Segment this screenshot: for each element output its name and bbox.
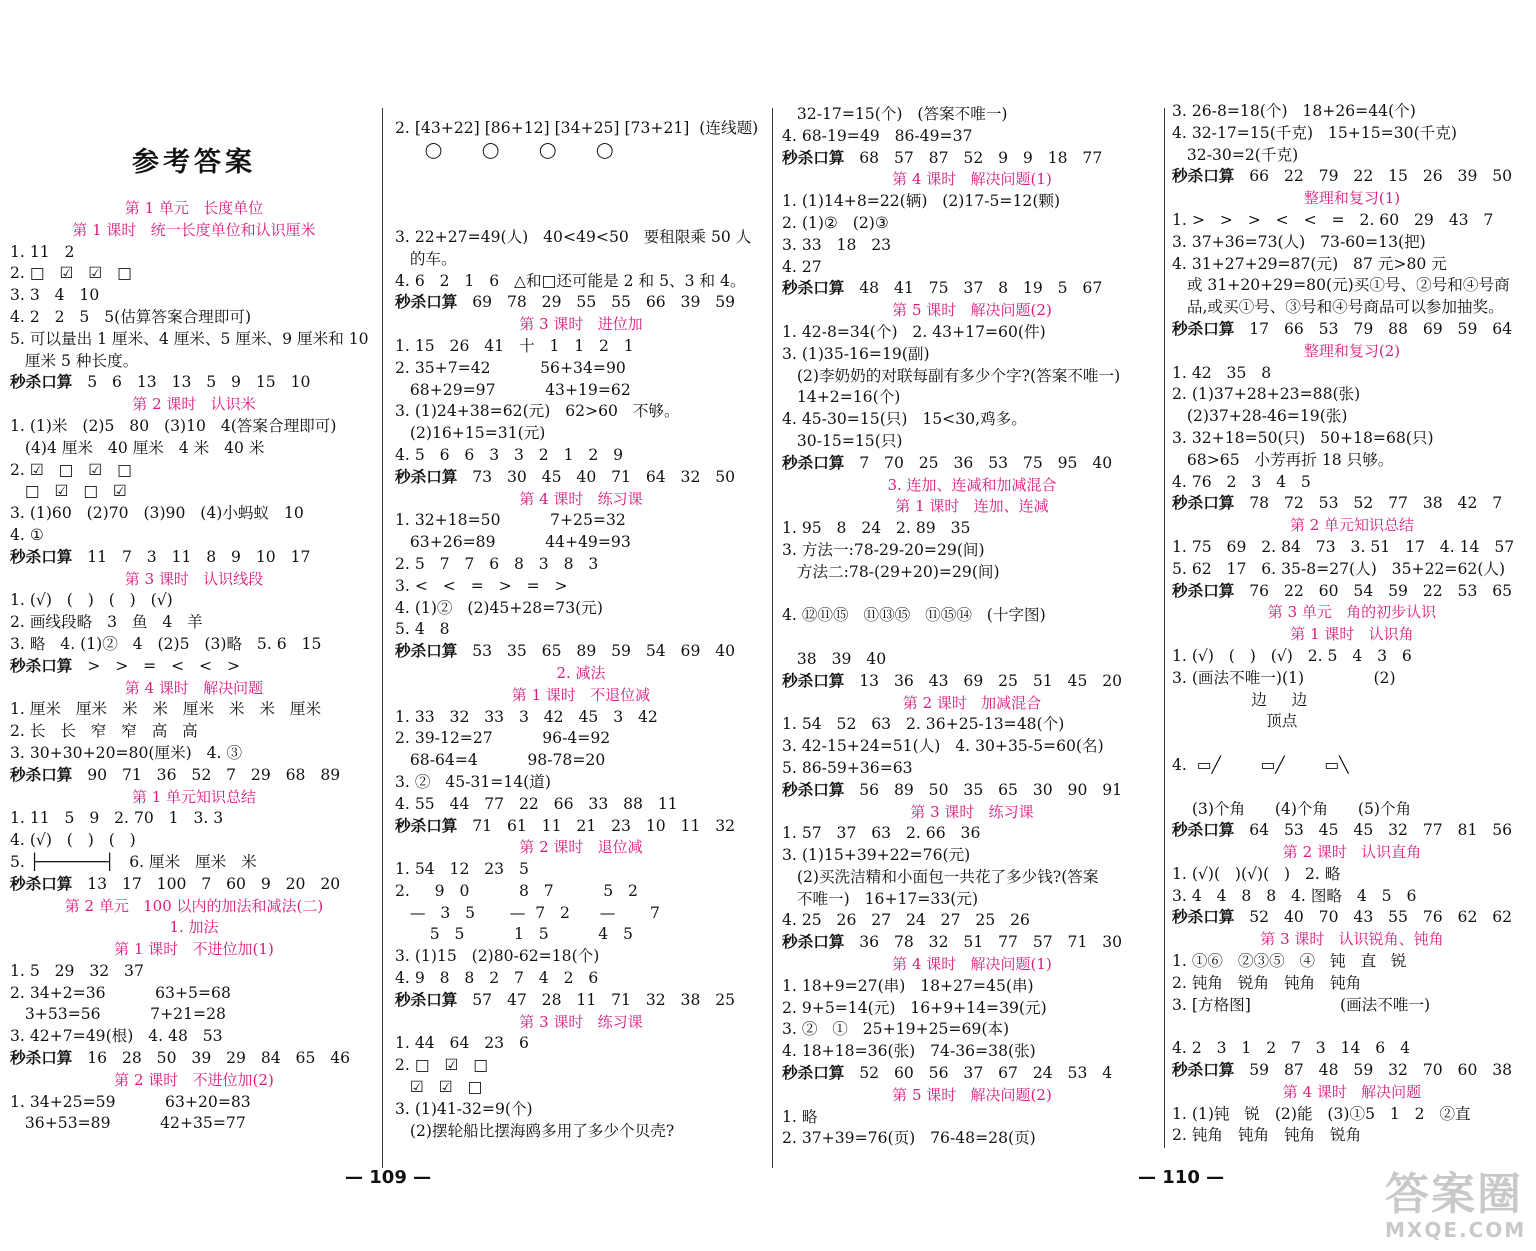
quick-calc-values: 71 61 11 21 23 10 11 32 bbox=[457, 816, 736, 835]
answer-line: 68>65 小芳再折 18 只够。 bbox=[1172, 450, 1394, 469]
answer-line: 3. (1)24+38=62(元) 62>60 不够。 bbox=[395, 402, 680, 421]
section-heading: 第 5 课时 解决问题(2) bbox=[892, 301, 1052, 320]
answer-line: 3. < < = > = > bbox=[395, 576, 568, 595]
quick-calc-values: 17 66 53 79 88 69 59 64 bbox=[1234, 319, 1513, 338]
section-heading: 2. 减法 bbox=[556, 663, 606, 682]
answer-line: 3. ② ① 25+19+25=69(本) bbox=[782, 1020, 1010, 1039]
answer-line: 2. 34+2=36 63+5=68 bbox=[10, 983, 231, 1002]
answer-line: 5. ├───────┤ 6. 厘米 厘米 米 bbox=[10, 852, 257, 871]
quick-calc-row bbox=[782, 148, 1162, 170]
quick-calc-values: 68 57 87 52 9 9 18 77 bbox=[844, 148, 1103, 167]
quick-calc-row bbox=[10, 1048, 378, 1070]
answer-line: 3. 37+36=73(人) 73-60=13(把) bbox=[1172, 232, 1426, 251]
answer-line: 1. (√) ( ) ( ) (√) bbox=[10, 591, 173, 610]
answer-line: 2. [43+22] [86+12] [34+25] [73+21] (连线题) bbox=[395, 119, 759, 137]
quick-calc-values: 48 41 75 37 8 19 5 67 bbox=[844, 279, 1103, 298]
answer-line: 1. 34+25=59 63+20=83 bbox=[10, 1092, 251, 1111]
quick-calc-row bbox=[10, 547, 378, 569]
answer-line bbox=[1172, 733, 1532, 755]
section-heading: 第 3 课时 练习课 bbox=[519, 1012, 643, 1031]
answer-line bbox=[395, 205, 767, 227]
quick-calc-values: 36 78 32 51 77 57 71 30 bbox=[844, 933, 1123, 952]
answer-line: 2. 9 0 8 7 5 2 bbox=[395, 881, 638, 900]
quick-calc-values: 56 89 50 35 65 30 90 91 bbox=[844, 780, 1123, 799]
answer-line: 2. 35+7=42 56+34=90 bbox=[395, 358, 626, 377]
section-heading: 第 2 课时 加减混合 bbox=[902, 693, 1042, 712]
quick-calc-values: 52 60 56 37 67 24 53 4 bbox=[844, 1064, 1113, 1083]
quick-calc-row bbox=[782, 278, 1162, 300]
quick-calc-row bbox=[1172, 907, 1532, 929]
answer-line: ☑ ☑ □ bbox=[395, 1078, 483, 1097]
answer-line: 4. 6 2 1 6 △和□还可能是 2 和 5、3 和 4。 bbox=[395, 271, 746, 290]
answer-line: 2. 钝角 锐角 钝角 钝角 bbox=[1172, 973, 1362, 992]
quick-calc-row bbox=[782, 671, 1162, 693]
section-heading: 第 2 课时 认识直角 bbox=[1282, 843, 1422, 862]
answer-line: 1. 略 bbox=[782, 1107, 818, 1126]
answer-line: 5. 62 17 6. 35-8=27(人) 35+22=62(人) bbox=[1172, 559, 1506, 578]
answer-line bbox=[782, 584, 1162, 606]
quick-calc-values: 64 53 45 45 32 77 81 56 bbox=[1234, 821, 1513, 840]
answer-line: 1. 11 2 bbox=[10, 242, 75, 261]
answer-line: 2. 37+39=76(页) 76-48=28(页) bbox=[782, 1129, 1036, 1148]
quick-calc-values: 76 22 60 54 59 22 53 65 bbox=[1234, 581, 1513, 600]
section-heading: 第 1 课时 统一长度单位和认识厘米 bbox=[72, 220, 316, 239]
answer-line: 4. 68-19=49 86-49=37 bbox=[782, 126, 973, 145]
answer-line: 4. (1)② (2)45+28=73(元) bbox=[395, 598, 603, 617]
answer-line: 1. (1)钝 锐 (2)能 (3)①5 1 2 ②直 bbox=[1172, 1104, 1471, 1123]
quick-calc-label: 秒杀口算 bbox=[395, 293, 458, 312]
answer-line: 1. 18+9=27(串) 18+27=45(串) bbox=[782, 976, 1034, 995]
quick-calc-row bbox=[395, 292, 767, 314]
section-heading: 第 1 单元 长度单位 bbox=[124, 199, 264, 217]
answer-line: 1. 95 8 24 2. 89 35 bbox=[782, 519, 971, 538]
section-heading: 第 4 课时 解决问题(1) bbox=[892, 170, 1052, 189]
answer-line: 32-17=15(个) (答案不唯一) bbox=[782, 105, 1008, 123]
answer-line: 4. 5 6 6 3 3 2 1 2 9 bbox=[395, 445, 624, 464]
answer-line: 2. (1)37+28+23=88(张) bbox=[1172, 385, 1361, 404]
quick-calc-label: 秒杀口算 bbox=[1172, 908, 1235, 927]
answer-line bbox=[1172, 1016, 1532, 1038]
section-heading: 3. 连加、连减和加减混合 bbox=[887, 475, 1057, 494]
section-heading: 第 2 课时 不进位加(2) bbox=[114, 1070, 274, 1089]
section-heading: 第 3 课时 认识线段 bbox=[124, 569, 264, 588]
answer-line: 3. 22+27=49(人) 40<49<50 要租限乘 50 人 bbox=[395, 227, 752, 246]
quick-calc-values: 69 78 29 55 55 66 39 59 bbox=[457, 293, 736, 312]
answer-column-4 bbox=[1172, 101, 1532, 1147]
quick-calc-row bbox=[10, 656, 378, 678]
answer-line: 3. (1)15 (2)80-62=18(个) bbox=[395, 947, 600, 966]
answer-line: 1. (√) ( ) (√) 2. 5 4 3 6 bbox=[1172, 646, 1412, 665]
quick-calc-row bbox=[395, 467, 767, 489]
answer-line: 3. 42+7=49(根) 4. 48 53 bbox=[10, 1027, 223, 1046]
answer-line: 3. 4 4 8 8 4. 图略 4 5 6 bbox=[1172, 886, 1417, 905]
answer-line: 3. (1)60 (2)70 (3)90 (4)小蚂蚁 10 bbox=[10, 504, 304, 523]
answer-line: 2. □ ☑ □ bbox=[395, 1056, 489, 1075]
answer-line: 68-64=4 98-78=20 bbox=[395, 751, 606, 770]
column-divider bbox=[1164, 108, 1165, 1148]
section-heading: 第 5 课时 解决问题(2) bbox=[892, 1085, 1052, 1104]
section-heading: 第 3 课时 练习课 bbox=[910, 802, 1034, 821]
answer-line: 1. 57 37 63 2. 66 36 bbox=[782, 824, 981, 843]
answer-line: 2. 长 长 窄 窄 高 高 bbox=[10, 722, 198, 741]
answer-line: 1. 42 35 8 bbox=[1172, 363, 1272, 382]
quick-calc-label: 秒杀口算 bbox=[10, 656, 73, 675]
answer-line: 4. 45-30=15(只) 15<30,鸡多。 bbox=[782, 410, 1027, 429]
answer-line: 3. (1)15+39+22=76(元) bbox=[782, 846, 971, 865]
section-heading: 第 2 单元知识总结 bbox=[1289, 516, 1415, 535]
quick-calc-label: 秒杀口算 bbox=[1172, 494, 1235, 513]
quick-calc-row bbox=[1172, 1060, 1532, 1082]
quick-calc-label: 秒杀口算 bbox=[782, 453, 845, 472]
quick-calc-row bbox=[782, 932, 1162, 954]
answer-line: 4. 31+27+29=87(元) 87 元>80 元 bbox=[1172, 254, 1447, 273]
quick-calc-label: 秒杀口算 bbox=[10, 874, 73, 893]
section-heading: 第 3 单元 角的初步认识 bbox=[1267, 603, 1437, 622]
answer-line: 3. 33 18 23 bbox=[782, 235, 892, 254]
section-heading: 第 2 课时 退位减 bbox=[519, 838, 643, 857]
section-heading: 第 3 课时 进位加 bbox=[519, 315, 643, 334]
quick-calc-label: 秒杀口算 bbox=[1172, 821, 1235, 840]
answer-line: 方法二:78-(29+20)=29(间) bbox=[782, 562, 1000, 581]
answer-line: 68+29=97 43+19=62 bbox=[395, 380, 631, 399]
answer-line: 4. 76 2 3 4 5 bbox=[1172, 472, 1311, 491]
answer-line: □ ☑ □ ☑ bbox=[10, 482, 127, 501]
answer-line: 4. (√) ( ) ( ) bbox=[10, 831, 136, 850]
answer-line: 4. 9 8 8 2 7 4 2 6 bbox=[395, 969, 599, 988]
section-heading: 第 4 课时 练习课 bbox=[519, 489, 643, 508]
answer-column-3 bbox=[782, 104, 1162, 1150]
answer-line: (4)4 厘米 40 厘米 4 米 40 米 bbox=[10, 438, 265, 457]
answer-line: 4. 32-17=15(千克) 15+15=30(千克) bbox=[1172, 123, 1457, 142]
answer-line: 3. 略 4. (1)② 4 (2)5 (3)略 5. 6 15 bbox=[10, 634, 322, 653]
answer-line bbox=[395, 162, 767, 184]
answer-line: 4. 27 bbox=[782, 257, 822, 276]
answer-line: 1. (1)14+8=22(辆) (2)17-5=12(颗) bbox=[782, 192, 1061, 211]
answer-line: 30-15=15(只) bbox=[782, 431, 903, 450]
answer-line: 5. 可以量出 1 厘米、4 厘米、5 厘米、9 厘米和 10 bbox=[10, 329, 369, 348]
quick-calc-row bbox=[395, 990, 767, 1012]
quick-calc-label: 秒杀口算 bbox=[782, 780, 845, 799]
answer-line: 1. > > > < < = 2. 60 29 43 7 bbox=[1172, 210, 1494, 229]
answer-line: 1. 11 5 9 2. 70 1 3. 3 bbox=[10, 809, 224, 828]
answer-column-2 bbox=[395, 118, 767, 1142]
quick-calc-values: 73 30 45 40 71 64 32 50 bbox=[457, 467, 736, 486]
answer-line: 4. 55 44 77 22 66 33 88 11 bbox=[395, 794, 678, 813]
quick-calc-row bbox=[1172, 166, 1532, 188]
quick-calc-row bbox=[782, 453, 1162, 475]
answer-line: — 3 5 — 7 2 — 7 bbox=[395, 903, 660, 922]
answer-line: 1. (1)米 (2)5 80 (3)10 4(答案合理即可) bbox=[10, 416, 337, 435]
answer-line: 1. 33 32 33 3 42 45 3 42 bbox=[395, 707, 658, 726]
section-heading: 1. 加法 bbox=[169, 918, 219, 937]
answer-line: 4. 18+18=36(张) 74-36=38(张) bbox=[782, 1042, 1036, 1061]
quick-calc-row bbox=[1172, 493, 1532, 515]
answer-line bbox=[395, 183, 767, 205]
answer-line: 的车。 bbox=[395, 249, 457, 268]
quick-calc-values: 66 22 79 22 15 26 39 50 bbox=[1234, 167, 1513, 186]
quick-calc-label: 秒杀口算 bbox=[1172, 1061, 1235, 1080]
quick-calc-label: 秒杀口算 bbox=[782, 1064, 845, 1083]
quick-calc-label: 秒杀口算 bbox=[395, 816, 458, 835]
section-heading: 第 1 课时 连加、连减 bbox=[895, 497, 1049, 516]
quick-calc-values: 7 70 25 36 53 75 95 40 bbox=[844, 453, 1113, 472]
quick-calc-values: 13 17 100 7 60 9 20 20 bbox=[72, 874, 341, 893]
quick-calc-row bbox=[10, 874, 378, 896]
answer-line: 3. 30+30+20=80(厘米) 4. ③ bbox=[10, 743, 243, 762]
section-heading: 整理和复习(1) bbox=[1303, 189, 1401, 208]
answer-line: 3. 26-8=18(个) 18+26=44(个) bbox=[1172, 102, 1416, 120]
answer-column-1 bbox=[10, 198, 378, 1135]
answer-line: 1. 厘米 厘米 米 米 厘米 米 米 厘米 bbox=[10, 700, 322, 719]
answer-line: ◯ ◯ ◯ ◯ bbox=[395, 140, 614, 159]
answer-line: 1. 75 69 2. 84 73 3. 51 17 4. 14 57 bbox=[1172, 537, 1515, 556]
answer-line: 2. 画线段略 3 鱼 4 羊 bbox=[10, 613, 203, 632]
quick-calc-values: 59 87 48 59 32 70 60 38 bbox=[1234, 1061, 1513, 1080]
answer-line: 36+53=89 42+35=77 bbox=[10, 1114, 246, 1133]
quick-calc-values: > > = < < > bbox=[72, 656, 241, 675]
quick-calc-label: 秒杀口算 bbox=[782, 148, 845, 167]
column-divider bbox=[772, 108, 773, 1168]
answer-line: (2)李奶奶的对联每副有多少个字?(答案不唯一) bbox=[782, 366, 1121, 385]
section-heading: 整理和复习(2) bbox=[1303, 341, 1401, 360]
quick-calc-values: 52 40 70 43 55 76 62 62 bbox=[1234, 908, 1513, 927]
section-heading: 第 3 课时 认识锐角、钝角 bbox=[1260, 930, 1444, 949]
answer-line: 不唯一) 16+17=33(元) bbox=[782, 889, 979, 908]
answer-line: 边 边 bbox=[1172, 690, 1308, 709]
answer-line: 2. 钝角 钝角 钝角 锐角 bbox=[1172, 1126, 1362, 1145]
answer-line: 3. 32+18=50(只) 50+18=68(只) bbox=[1172, 428, 1434, 447]
answer-line bbox=[1172, 777, 1532, 799]
answer-line: 3. 方法一:78-29-20=29(间) bbox=[782, 540, 985, 559]
answer-line: 5. 86-59+36=63 bbox=[782, 758, 913, 777]
answer-line: 14+2=16(个) bbox=[782, 388, 901, 407]
quick-calc-label: 秒杀口算 bbox=[782, 279, 845, 298]
section-heading: 第 2 课时 认识米 bbox=[132, 395, 256, 414]
quick-calc-label: 秒杀口算 bbox=[782, 671, 845, 690]
answer-line: (2)37+28-46=19(张) bbox=[1172, 407, 1348, 426]
answer-line: 2. 9+5=14(元) 16+9+14=39(元) bbox=[782, 998, 1047, 1017]
answer-line: 38 39 40 bbox=[782, 649, 887, 668]
answer-line: 3. [方格图] (画法不唯一) bbox=[1172, 995, 1431, 1014]
quick-calc-row bbox=[395, 816, 767, 838]
answer-line: 4. ① bbox=[10, 525, 44, 544]
section-heading: 第 4 课时 解决问题 bbox=[1282, 1082, 1422, 1101]
answer-line: 4. ▭╱ ▭╱ ▭╲ bbox=[1172, 755, 1349, 774]
answer-line: 1. 42-8=34(个) 2. 43+17=60(件) bbox=[782, 322, 1046, 341]
answer-line: 2. ☑ □ ☑ □ bbox=[10, 460, 132, 479]
quick-calc-values: 90 71 36 52 7 29 68 89 bbox=[72, 765, 341, 784]
answer-line: (2)16+15=31(元) bbox=[395, 424, 546, 443]
quick-calc-label: 秒杀口算 bbox=[1172, 167, 1235, 186]
column-divider bbox=[382, 108, 383, 1168]
answer-line: 或 31+20+29=80(元)买①号、②号和④号商 bbox=[1172, 276, 1510, 295]
answer-line: 顶点 bbox=[1172, 712, 1298, 731]
quick-calc-values: 11 7 3 11 8 9 10 17 bbox=[72, 547, 311, 566]
quick-calc-label: 秒杀口算 bbox=[10, 1049, 73, 1068]
answer-line: 1. ①⑥ ②③⑤ ④ 钝 直 锐 bbox=[1172, 952, 1407, 971]
answer-line: 32-30=2(千克) bbox=[1172, 145, 1299, 164]
quick-calc-label: 秒杀口算 bbox=[782, 933, 845, 952]
quick-calc-row bbox=[395, 641, 767, 663]
section-heading: 第 1 课时 不退位减 bbox=[511, 685, 651, 704]
quick-calc-row bbox=[782, 1063, 1162, 1085]
answer-line: 1. 54 12 23 5 bbox=[395, 860, 529, 879]
answer-line: 63+26=89 44+49=93 bbox=[395, 533, 631, 552]
answer-line: 3. 3 4 10 bbox=[10, 286, 100, 305]
quick-calc-values: 5 6 13 13 5 9 15 10 bbox=[72, 373, 311, 392]
watermark-logo: 答案圈 bbox=[1385, 1169, 1523, 1220]
quick-calc-label: 秒杀口算 bbox=[1172, 581, 1235, 600]
answer-line: 1. 15 26 41 十 1 1 2 1 bbox=[395, 336, 634, 355]
section-heading: 第 1 单元知识总结 bbox=[131, 787, 257, 806]
answer-line: 4. 2 3 1 2 7 3 14 6 4 bbox=[1172, 1039, 1411, 1058]
section-heading: 第 4 课时 解决问题 bbox=[124, 678, 264, 697]
answer-line: 3. (1)41-32=9(个) bbox=[395, 1099, 533, 1118]
quick-calc-label: 秒杀口算 bbox=[1172, 319, 1235, 338]
page-number-right: — 110 — bbox=[1138, 1167, 1225, 1188]
quick-calc-label: 秒杀口算 bbox=[10, 547, 73, 566]
quick-calc-row bbox=[1172, 319, 1532, 341]
quick-calc-label: 秒杀口算 bbox=[10, 373, 73, 392]
quick-calc-row bbox=[782, 780, 1162, 802]
section-heading: 第 1 课时 认识角 bbox=[1290, 625, 1414, 644]
answer-line: 2. 5 7 7 6 8 3 8 3 bbox=[395, 554, 599, 573]
quick-calc-values: 78 72 53 52 77 38 42 7 bbox=[1234, 494, 1503, 513]
answer-line: 3. (1)35-16=19(副) bbox=[782, 344, 930, 363]
answer-line: 3. 42-15+24=51(人) 4. 30+35-5=60(名) bbox=[782, 737, 1104, 756]
watermark-site: MXQE.COM bbox=[1385, 1218, 1527, 1242]
quick-calc-row bbox=[10, 765, 378, 787]
answer-line: 3. (画法不唯一)(1) (2) bbox=[1172, 668, 1396, 687]
answer-line: 1. 44 64 23 6 bbox=[395, 1034, 529, 1053]
quick-calc-label: 秒杀口算 bbox=[10, 765, 73, 784]
answer-line: 3+53=56 7+21=28 bbox=[10, 1005, 226, 1024]
answer-line bbox=[782, 627, 1162, 649]
page-title: 参考答案 bbox=[132, 147, 256, 178]
watermark bbox=[1385, 1169, 1527, 1242]
quick-calc-label: 秒杀口算 bbox=[395, 467, 458, 486]
answer-line: 5. 4 8 bbox=[395, 620, 450, 639]
answer-line: 2. 39-12=27 96-4=92 bbox=[395, 729, 611, 748]
answer-line: 1. 5 29 32 37 bbox=[10, 961, 144, 980]
answer-line: 品,或买①号、③号和④号商品可以参加抽奖。 bbox=[1172, 298, 1504, 317]
section-heading: 第 2 单元 100 以内的加法和减法(二) bbox=[64, 896, 324, 915]
answer-line: 1. 54 52 63 2. 36+25-13=48(个) bbox=[782, 715, 1065, 734]
answer-line: (2)买洗洁精和小面包一共花了多少钱?(答案 bbox=[782, 867, 1099, 886]
answer-line: 2. □ ☑ ☑ □ bbox=[10, 264, 132, 283]
quick-calc-row bbox=[1172, 581, 1532, 603]
quick-calc-row bbox=[1172, 820, 1532, 842]
answer-line: (3)个角 (4)个角 (5)个角 bbox=[1172, 799, 1412, 818]
answer-line: (2)摆轮船比摆海鸥多用了多少个贝壳? bbox=[395, 1121, 675, 1140]
answer-line: 厘米 5 种长度。 bbox=[10, 351, 139, 370]
section-heading: 第 4 课时 解决问题(1) bbox=[892, 955, 1052, 974]
quick-calc-label: 秒杀口算 bbox=[395, 990, 458, 1009]
answer-line: 2. (1)② (2)③ bbox=[782, 213, 889, 232]
answer-line: 4. 2 2 5 5(估算答案合理即可) bbox=[10, 307, 252, 326]
page-number-left: — 109 — bbox=[345, 1167, 432, 1188]
quick-calc-row bbox=[10, 372, 378, 394]
answer-line: 3. ② 45-31=14(道) bbox=[395, 772, 551, 791]
answer-line: 1. 32+18=50 7+25=32 bbox=[395, 511, 626, 530]
quick-calc-values: 57 47 28 11 71 32 38 25 bbox=[457, 990, 736, 1009]
quick-calc-values: 16 28 50 39 29 84 65 46 bbox=[72, 1049, 351, 1068]
quick-calc-label: 秒杀口算 bbox=[395, 642, 458, 661]
answer-line: 4. 25 26 27 24 27 25 26 bbox=[782, 911, 1030, 930]
answer-line: 4. ⑫⑪⑮ ⑪⑬⑮ ⑪⑮⑭ (十字图) bbox=[782, 606, 1046, 625]
section-heading: 第 1 课时 不进位加(1) bbox=[114, 940, 274, 959]
quick-calc-values: 13 36 43 69 25 51 45 20 bbox=[844, 671, 1123, 690]
answer-line: 1. (√)( )(√)( ) 2. 略 bbox=[1172, 864, 1341, 883]
answer-line: 5 5 1 5 4 5 bbox=[395, 925, 633, 944]
quick-calc-values: 53 35 65 89 59 54 69 40 bbox=[457, 642, 736, 661]
